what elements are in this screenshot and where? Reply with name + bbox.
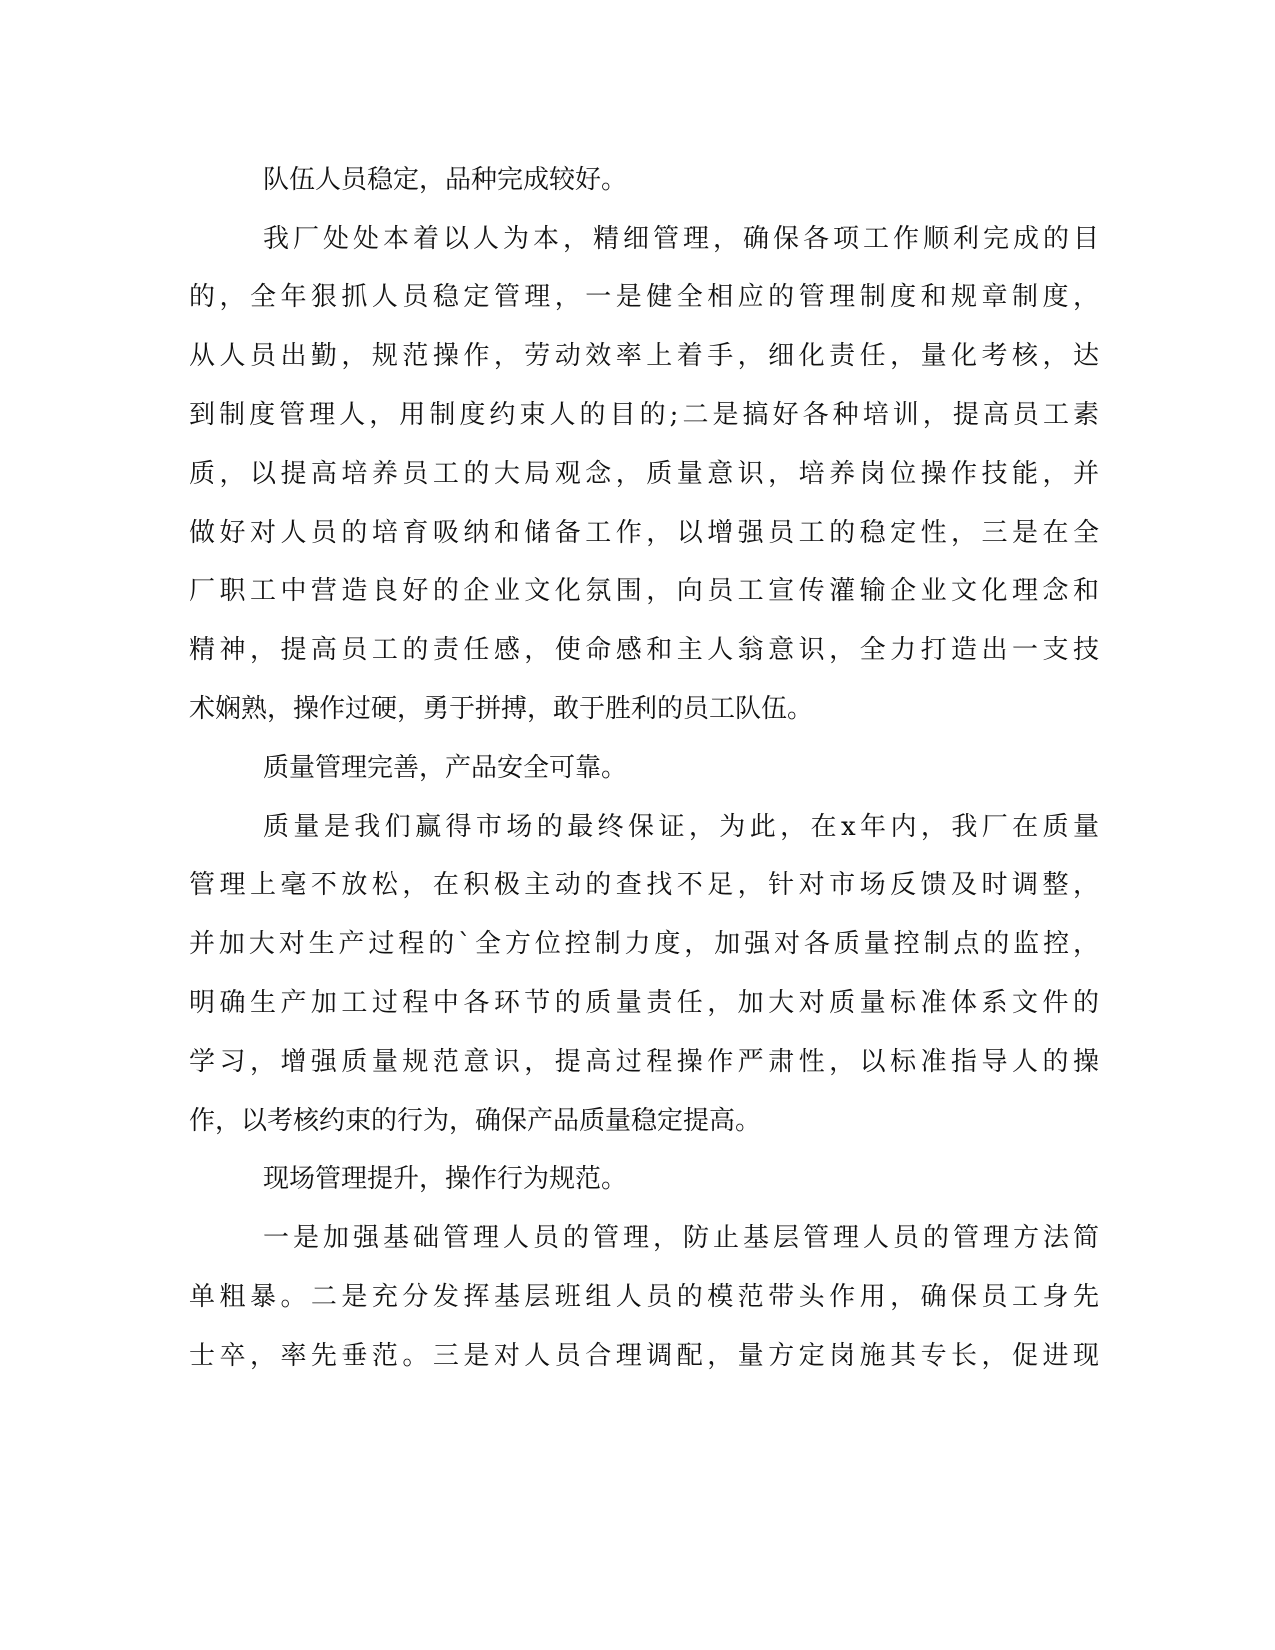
- paragraph-line: 术娴熟，操作过硬，勇于拼搏，敢于胜利的员工队伍。: [189, 694, 814, 724]
- paragraph-line: 我厂处处本着以人为本，精细管理，确保各项工作顺利完成的目: [263, 224, 1099, 254]
- paragraph-line: 精神，提高员工的责任感，使命感和主人翁意识，全力打造出一支技: [189, 635, 1099, 665]
- paragraph-line: 作，以考核约束的行为，确保产品质量稳定提高。: [189, 1106, 762, 1136]
- paragraph-line: 士卒，率先垂范。三是对人员合理调配，量方定岗施其专长，促进现: [189, 1341, 1099, 1371]
- paragraph-line: 明确生产加工过程中各环节的质量责任，加大对质量标准体系文件的: [189, 988, 1099, 1018]
- paragraph-line: 一是加强基础管理人员的管理，防止基层管理人员的管理方法简: [263, 1223, 1099, 1253]
- section-heading-team-stability: 队伍人员稳定，品种完成较好。: [263, 165, 628, 195]
- paragraph-line: 单粗暴。二是充分发挥基层班组人员的模范带头作用，确保员工身先: [189, 1282, 1099, 1312]
- section-heading-quality-management: 质量管理完善，产品安全可靠。: [263, 753, 628, 783]
- paragraph-line: 并加大对生产过程的`全方位控制力度，加强对各质量控制点的监控，: [189, 929, 1099, 959]
- paragraph-line: 管理上毫不放松，在积极主动的查找不足，针对市场反馈及时调整，: [189, 870, 1099, 900]
- paragraph-line: 做好对人员的培育吸纳和储备工作，以增强员工的稳定性，三是在全: [189, 518, 1099, 548]
- paragraph-line: 质，以提高培养员工的大局观念，质量意识，培养岗位操作技能，并: [189, 459, 1099, 489]
- paragraph-line: 到制度管理人，用制度约束人的目的;二是搞好各种培训，提高员工素: [189, 400, 1099, 430]
- paragraph-line: 学习，增强质量规范意识，提高过程操作严肃性，以标准指导人的操: [189, 1047, 1099, 1077]
- paragraph-line: 质量是我们赢得市场的最终保证，为此，在x年内，我厂在质量: [263, 812, 1099, 842]
- paragraph-line: 的，全年狠抓人员稳定管理，一是健全相应的管理制度和规章制度，: [189, 282, 1099, 312]
- paragraph-line: 厂职工中营造良好的企业文化氛围，向员工宣传灌输企业文化理念和: [189, 576, 1099, 606]
- paragraph-line: 从人员出勤，规范操作，劳动效率上着手，细化责任，量化考核，达: [189, 341, 1099, 371]
- section-heading-site-management: 现场管理提升，操作行为规范。: [263, 1164, 628, 1194]
